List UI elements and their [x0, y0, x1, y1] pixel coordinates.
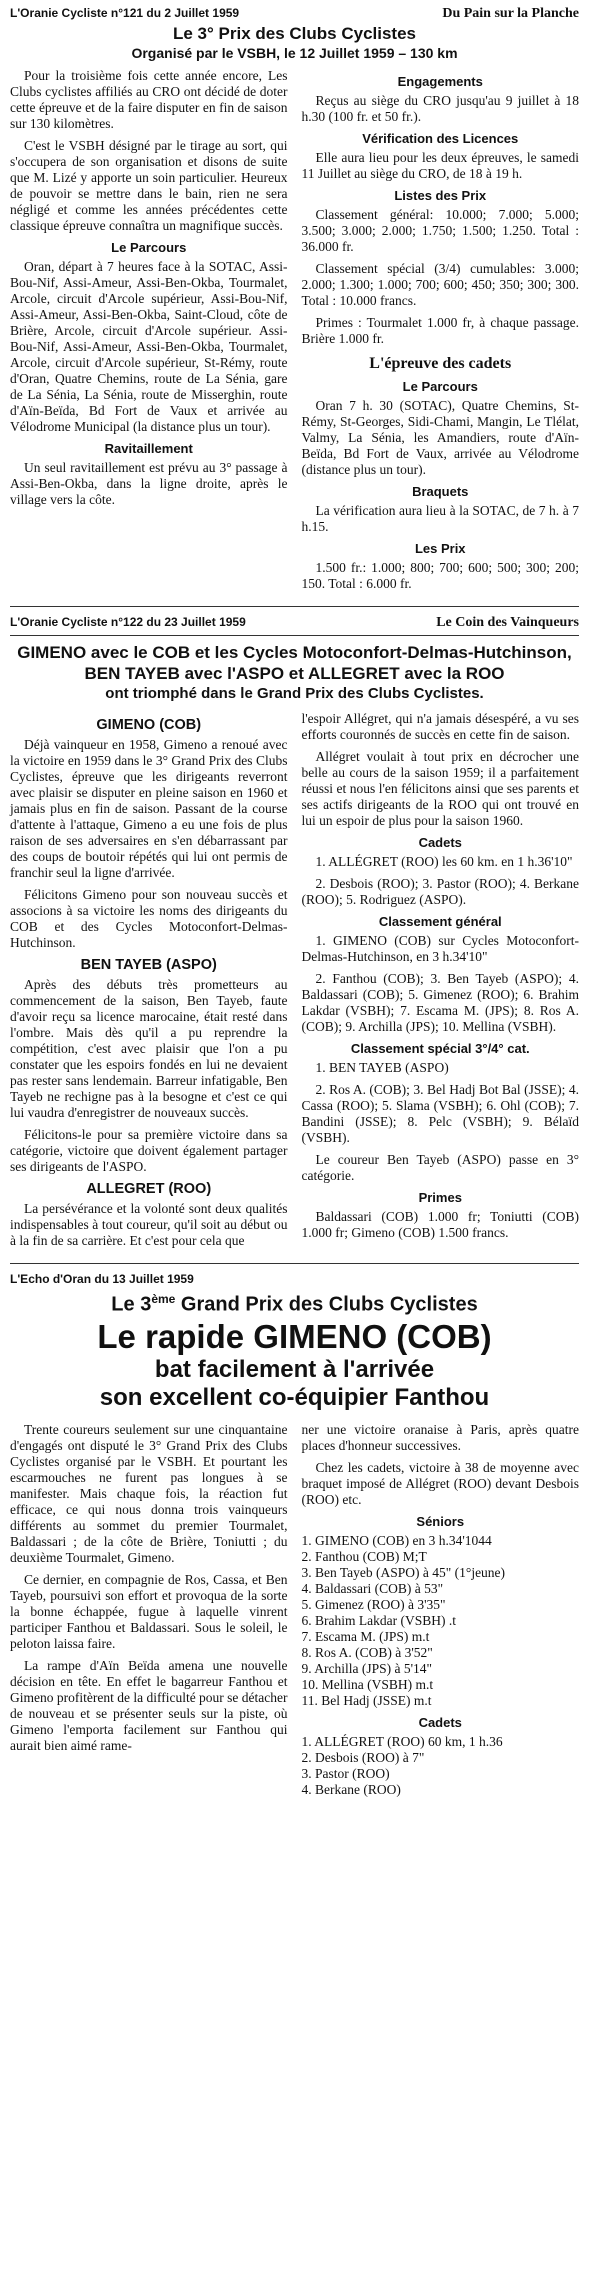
headline-line: Le 3ème Grand Prix des Clubs Cyclistes: [111, 1292, 478, 1316]
section-heading: Ravitaillement: [104, 441, 193, 456]
list-item: 3. Ben Tayeb (ASPO) à 45" (1°jeune): [301, 1564, 506, 1580]
paragraph: Oran, départ à 7 heures face à la SOTAC, Assi-Bou-Nif, Assi-Ameur, Assi-Ben-Okba, Tourmalet, Arcole, circuit d'Arcole supérieur, Assi-Bou-Nif, Assi-Ameur, Assi-Ben-Okba, Saint-Cloud, côte de Brière, Arcole, circuit d'Arcole supérieur. Assi-Bou-Nif, Assi-Ameur, Assi-Ben-Okba, Tourmalet, Arcole, circuit d'Arcole supérieur, St-Rémy, route d'Oran, Quatre Chemins, route de La Sénia, gare de La Sénia, La Sénia, route de Misserghin, route d'Aïn-Beïda, Bd Fort de Vaux et arrivée au Vélodrome Municipal (la distance plus un tour).: [10, 259, 288, 434]
paragraph: Un seul ravitaillement est prévu au 3° passage à Assi-Ben-Okba, dans la ligne droite, après le village vers la côte.: [10, 460, 288, 507]
section-heading: Braquets: [412, 484, 469, 499]
article-header: [10, 1272, 579, 1286]
paragraph: 1. GIMENO (COB) sur Cycles Motoconfort-Delmas-Hutchinson, en 3 h.34'10": [301, 933, 579, 964]
article-title: Le 3° Prix des Clubs Cyclistes: [172, 24, 416, 43]
list-item: 5. Gimenez (ROO) à 3'35": [301, 1596, 446, 1612]
article-columns: [10, 711, 579, 1255]
section-heading: ALLEGRET (ROO): [86, 1181, 212, 1197]
article-columns: [10, 1422, 579, 1798]
section-heading: Classement général: [378, 914, 502, 929]
paragraph: Classement général: 10.000; 7.000; 5.000; 3.500; 3.000; 2.000; 1.750; 1.500; 1.250. Total : 36.000 fr.: [301, 207, 579, 254]
section-heading: GIMENO (COB): [96, 717, 202, 733]
seniors-results: [302, 1533, 580, 1709]
article-header: [10, 615, 579, 631]
paragraph: Elle aura lieu pour les deux épreuves, le samedi 11 Juillet au siège du CRO, de 18 à 19 h.: [301, 150, 579, 181]
paragraph: 1. ALLÉGRET (ROO) les 60 km. en 1 h.36'10": [315, 854, 573, 869]
list-item: 2. Desbois (ROO) à 7": [301, 1749, 425, 1765]
list-item: 11. Bel Hadj (JSSE) m.t: [301, 1692, 432, 1708]
paragraph: Chez les cadets, victoire à 38 de moyenne avec braquet imposé de Allégret (ROO) devant Desbois (ROO) etc.: [301, 1459, 579, 1507]
list-item: 6. Brahim Lakdar (VSBH) .t: [301, 1612, 456, 1628]
paragraph: l'espoir Allégret, qui n'a jamais désespéré, a vu ses efforts couronnés de succès en cette fin de saison.: [301, 711, 579, 742]
newspaper-page: [10, 0, 579, 1798]
paragraph: Reçus au siège du CRO jusqu'au 9 juillet à 18 h.30 (100 fr. et 50 fr.).: [301, 93, 579, 124]
section-heading: Listes des Prix: [394, 188, 487, 203]
paragraph: La vérification aura lieu à la SOTAC, de 7 h. à 7 h.15.: [301, 503, 579, 534]
headline-main: Le rapide GIMENO (COB): [97, 1317, 492, 1355]
paragraph: Déjà vainqueur en 1958, Gimeno a renoué avec la victoire en 1959 dans le 3° Grand Prix des Clubs Cyclistes, épreuve que les dirigeants reverront avec plaisir se disputer en pleine saison en 1960 et jamais plus en fin de saison. Passant de la course d'attente à l'attaque, Gimeno a eu une fois de plus raison de ses adversaires en s'en débarrassant par des coups de boutoir répétés qui lui ont permis de franchir seul la ligne d'arrivée.: [10, 737, 288, 880]
list-item: 2. Fanthou (COB) M;T: [301, 1548, 427, 1564]
article-prix-announcement: [10, 0, 579, 598]
paragraph: Le coureur Ben Tayeb (ASPO) passe en 3° catégorie.: [301, 1152, 579, 1183]
article-subtitle: Organisé par le VSBH, le 12 Juillet 1959 – 130 km: [131, 45, 458, 61]
section-heading: Cadets: [418, 835, 462, 850]
headline-line: BEN TAYEB avec l'ASPO et ALLEGRET avec la ROO: [84, 664, 505, 683]
paragraph: 2. Ros A. (COB); 3. Bel Hadj Bot Bal (JSSE); 4. Cassa (ROO); 5. Slama (VSBH); 6. Ohl (COB); 7. Bandini (JSSE); 8. Pelc (VSBH); 9. Bélaïd (VSBH).: [301, 1082, 579, 1145]
right-column: [302, 711, 580, 1255]
section-heading: Le Parcours: [402, 379, 478, 394]
rubric: Du Pain sur la Planche: [442, 6, 579, 21]
list-item: 3. Pastor (ROO): [301, 1765, 390, 1781]
headline-line: son excellent co-équipier Fanthou: [99, 1383, 490, 1411]
list-item: 1. ALLÉGRET (ROO) 60 km, 1 h.36: [301, 1733, 503, 1749]
divider: [10, 635, 579, 636]
paragraph: Félicitons-le pour sa première victoire dans sa catégorie, victoire que doivent également partager ses dirigeants de l'ASPO.: [10, 1127, 288, 1174]
paragraph: Allégret voulait à tout prix en décrocher une belle au cours de la saison 1959; il a parfaitement réussi et nous l'en félicitons ainsi que ses parents et ses actifs dirigeants de la ROO qui ont trouvé en lui un espoir de plus pour la saison 1960.: [301, 749, 579, 828]
section-heading: Séniors: [416, 1513, 465, 1529]
source-line: L'Oranie Cycliste n°122 du 23 Juillet 1959: [10, 615, 246, 629]
paragraph: Félicitons Gimeno pour son nouveau succès et associons à sa victoire les noms des dirigeants du COB et des Cycles Motoconfort-Delmas-Hutchinson.: [10, 887, 288, 950]
section-heading: Le Parcours: [111, 240, 187, 255]
cadets-results: [302, 1734, 580, 1798]
rubric: Le Coin des Vainqueurs: [436, 615, 579, 630]
paragraph: Classement spécial (3/4) cumulables: 3.000; 2.000; 1.300; 1.000; 700; 600; 450; 350; 300; 300. Total : 10.000 francs.: [301, 261, 579, 308]
paragraph: Après des débuts très prometteurs au commencement de la saison, Ben Tayeb, faute d'avoir reçu sa licence marocaine, était resté dans l'ombre. Mais dès qu'il a pu reprendre la compétition, c'est avec plaisir que l'on a pu constater que les espoirs fondés en lui ne devaient pas rester sans lendemain. Barreur infatigable, Ben Tayeb ne rechigne pas à la besogne et c'est ce qui lui vaudra d'enregistrer de nouveaux succès.: [10, 977, 288, 1120]
article-echo-oran: [10, 1272, 579, 1798]
paragraph: ner une victoire oranaise à Paris, après quatre places d'honneur successives.: [301, 1421, 579, 1453]
section-heading: Les Prix: [414, 541, 466, 556]
headline-line: ont triomphé dans le Grand Prix des Clubs Cyclistes.: [105, 685, 484, 702]
headline-line: GIMENO avec le COB et les Cycles Motoconfort-Delmas-Hutchinson,: [17, 643, 572, 662]
paragraph: 2. Fanthou (COB); 3. Ben Tayeb (ASPO); 4. Baldassari (COB); 5. Gimenez (ROO); 6. Brahim Lakdar (VSBH); 7. Escama M. (JPS); 8. Ros A. (COB); 9. Archilla (JPS); 10. Mellina (VSBH).: [301, 971, 579, 1034]
headline-line: bat facilement à l'arrivée: [154, 1355, 435, 1383]
list-item: 10. Mellina (VSBH) m.t: [301, 1676, 434, 1692]
section-heading: Cadets: [418, 1714, 462, 1730]
paragraph: C'est le VSBH désigné par le tirage au sort, qui s'occupera de son organisation et disons de suite que M. Lizé y apporte un soin particulier. Heureux de pouvoir se mettre dans le bain, rien ne sera négligé et comme les années précédentes cette classique épreuve connaîtra un magnifique succès.: [10, 138, 288, 233]
list-item: 7. Escama M. (JPS) m.t: [301, 1628, 430, 1644]
left-column: [10, 1422, 288, 1798]
list-item: 4. Baldassari (COB) à 53": [301, 1580, 444, 1596]
divider: [10, 606, 579, 607]
article-winners: [10, 615, 579, 1255]
paragraph: 1. BEN TAYEB (ASPO): [315, 1060, 449, 1075]
paragraph: Primes : Tourmalet 1.000 fr, à chaque passage. Brière 1.000 fr.: [301, 315, 579, 346]
section-heading: Vérification des Licences: [362, 131, 519, 146]
list-item: 8. Ros A. (COB) à 3'52": [301, 1644, 433, 1660]
paragraph: 2. Desbois (ROO); 3. Pastor (ROO); 4. Berkane (ROO); 5. Rodriguez (ASPO).: [301, 876, 579, 907]
divider: [10, 1263, 579, 1264]
paragraph: La persévérance et la volonté sont deux qualités indispensables à tout coureur, qu'il soit au début ou à la fin de sa carrière. Et c'est pour cela que: [10, 1201, 288, 1248]
paragraph: Trente coureurs seulement sur une cinquantaine d'engagés ont disputé le 3° Grand Prix des Clubs Cyclistes organisé par le VSBH. Et pourtant les escarmouches ne furent pas longues à se manifester. Mais chaque fois, la réaction fut efficace, ce qui nous donna trois vainqueurs différents au sommet du premier Tourmalet, Baldassari ; de la côte de Brière, Toniutti ; du deuxième Tourmalet, Gimeno.: [10, 1421, 288, 1565]
paragraph: Pour la troisième fois cette année encore, Les Clubs cyclistes affiliés au CRO ont décidé de doter cette épreuve et de la faire disputer en fin de saison sur 130 kilomètres.: [10, 68, 288, 131]
list-item: 9. Archilla (JPS) à 5'14": [301, 1660, 433, 1676]
section-heading: Primes: [418, 1190, 462, 1205]
article-columns: [10, 68, 579, 598]
section-heading: BEN TAYEB (ASPO): [80, 957, 217, 973]
paragraph: Baldassari (COB) 1.000 fr; Toniutti (COB) 1.000 fr; Gimeno (COB) 1.500 francs.: [301, 1209, 579, 1240]
paragraph: La rampe d'Aïn Beïda amena une nouvelle décision en tête. En effet le bagarreur Fanthou et Gimeno profitèrent de la difficulté pour se détacher de nouveau et se présenter seuls sur la piste, où Gimeno l'emporta facilement sur Fanthou qui aurait bien aimé rame-: [10, 1657, 288, 1753]
right-column: [302, 68, 580, 598]
source-line: L'Oranie Cycliste n°121 du 2 Juillet 1959: [10, 6, 240, 20]
right-column: [302, 1422, 580, 1798]
section-heading: Engagements: [397, 74, 483, 89]
left-column: [10, 711, 288, 1255]
list-item: 4. Berkane (ROO): [301, 1781, 401, 1797]
paragraph: 1.500 fr.: 1.000; 800; 700; 600; 500; 300; 200; 150. Total : 6.000 fr.: [301, 560, 579, 591]
section-heading: Classement spécial 3°/4° cat.: [350, 1041, 530, 1056]
section-heading: L'épreuve des cadets: [369, 355, 512, 372]
article-header: [10, 0, 579, 22]
left-column: [10, 68, 288, 598]
paragraph: Ce dernier, en compagnie de Ros, Cassa, et Ben Tayeb, poursuivi son effort et provoqua de la sorte la bonne échappée, fugue à laquelle vinrent participer Fanthou et Baldassari. Sous le soleil, le peloton laissa faire.: [10, 1571, 288, 1651]
paragraph: Oran 7 h. 30 (SOTAC), Quatre Chemins, St-Rémy, St-Georges, Sidi-Chami, Mangin, Le Tlélat, Valmy, La Sénia, les Amandiers, route d'Aïn-Beïda, Bd Fort de Vaux, arrivée au Vélodrome (distance plus un tour).: [301, 398, 579, 477]
list-item: 1. GIMENO (COB) en 3 h.34'1044: [301, 1532, 492, 1548]
source-line: L'Echo d'Oran du 13 Juillet 1959: [10, 1272, 194, 1286]
